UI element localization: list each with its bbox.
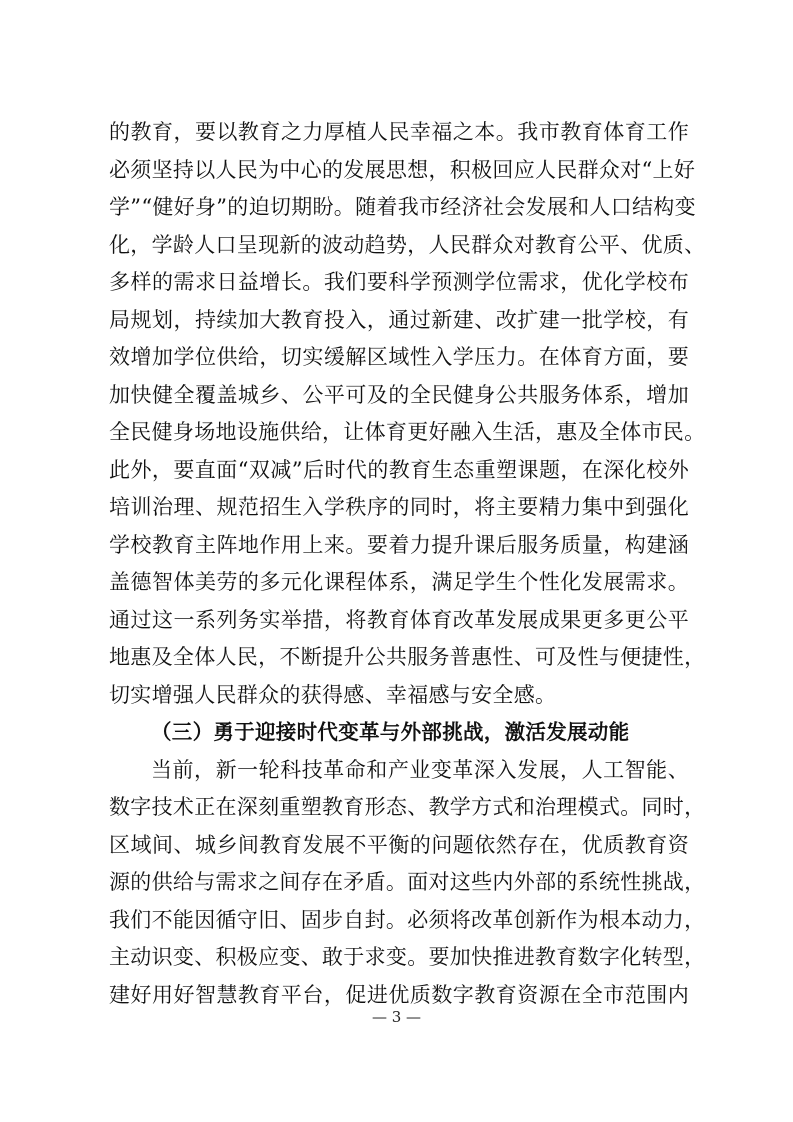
text-line: 主动识变、积极应变、敢于求变。要加快推进教育数字化转型， [109, 945, 706, 969]
text-line: 我们不能因循守旧、固步自封。必须将改革创新作为根本动力， [109, 907, 706, 932]
text-line: 数字技术正在深刻重塑教育形态、教学方式和治理模式。同时， [109, 795, 706, 819]
text-line: 当前，新一轮科技革命和产业变革深入发展，人工智能、 [151, 757, 689, 782]
page-number: — 3 — [371, 1008, 422, 1026]
text-line: 切实增强人民群众的获得感、幸福感与安全感。 [109, 682, 557, 707]
text-line: 通过这一系列务实举措，将教育体育改革发展成果更多更公平 [109, 607, 689, 632]
text-line: 加快健全覆盖城乡、公平可及的全民健身公共服务体系，增加 [109, 382, 689, 407]
text-line: 盖德智体美劳的多元化课程体系，满足学生个性化发展需求。 [109, 570, 689, 594]
section-heading: （三）勇于迎接时代变革与外部挑战，激活发展动能 [151, 720, 630, 744]
text-line: 地惠及全体人民，不断提升公共服务普惠性、可及性与便捷性， [109, 645, 706, 669]
text-line: 此外，要直面“双减”后时代的教育生态重塑课题，在深化校外 [109, 457, 689, 482]
text-line: 效增加学位供给，切实缓解区域性入学压力。在体育方面，要 [109, 345, 689, 369]
text-line: 建好用好智慧教育平台，促进优质数字教育资源在全市范围内 [109, 982, 689, 1007]
body-text [109, 114, 706, 1014]
text-line: 的教育，要以教育之力厚植人民幸福之本。我市教育体育工作 [109, 120, 689, 144]
text-line: 培训治理、规范招生入学秩序的同时，将主要精力集中到强化 [109, 495, 689, 519]
text-line: 必须坚持以人民为中心的发展思想，积极回应人民群众对“上好 [109, 157, 696, 182]
text-line: 全民健身场地设施供给，让体育更好融入生活，惠及全体市民。 [109, 420, 706, 444]
text-line: 区域间、城乡间教育发展不平衡的问题依然存在，优质教育资 [109, 832, 689, 857]
text-line: 学”“健好身”的迫切期盼。随着我市经济社会发展和人口结构变 [109, 195, 696, 219]
text-line: 局规划，持续加大教育投入，通过新建、改扩建一批学校，有 [109, 307, 689, 332]
text-line: 多样的需求日益增长。我们要科学预测学位需求，优化学校布 [109, 270, 689, 294]
text-line: 化，学龄人口呈现新的波动趋势，人民群众对教育公平、优质、 [109, 232, 706, 257]
text-line: 学校教育主阵地作用上来。要着力提升课后服务质量，构建涵 [109, 532, 689, 557]
text-line: 源的供给与需求之间存在矛盾。面对这些内外部的系统性挑战， [109, 870, 706, 894]
